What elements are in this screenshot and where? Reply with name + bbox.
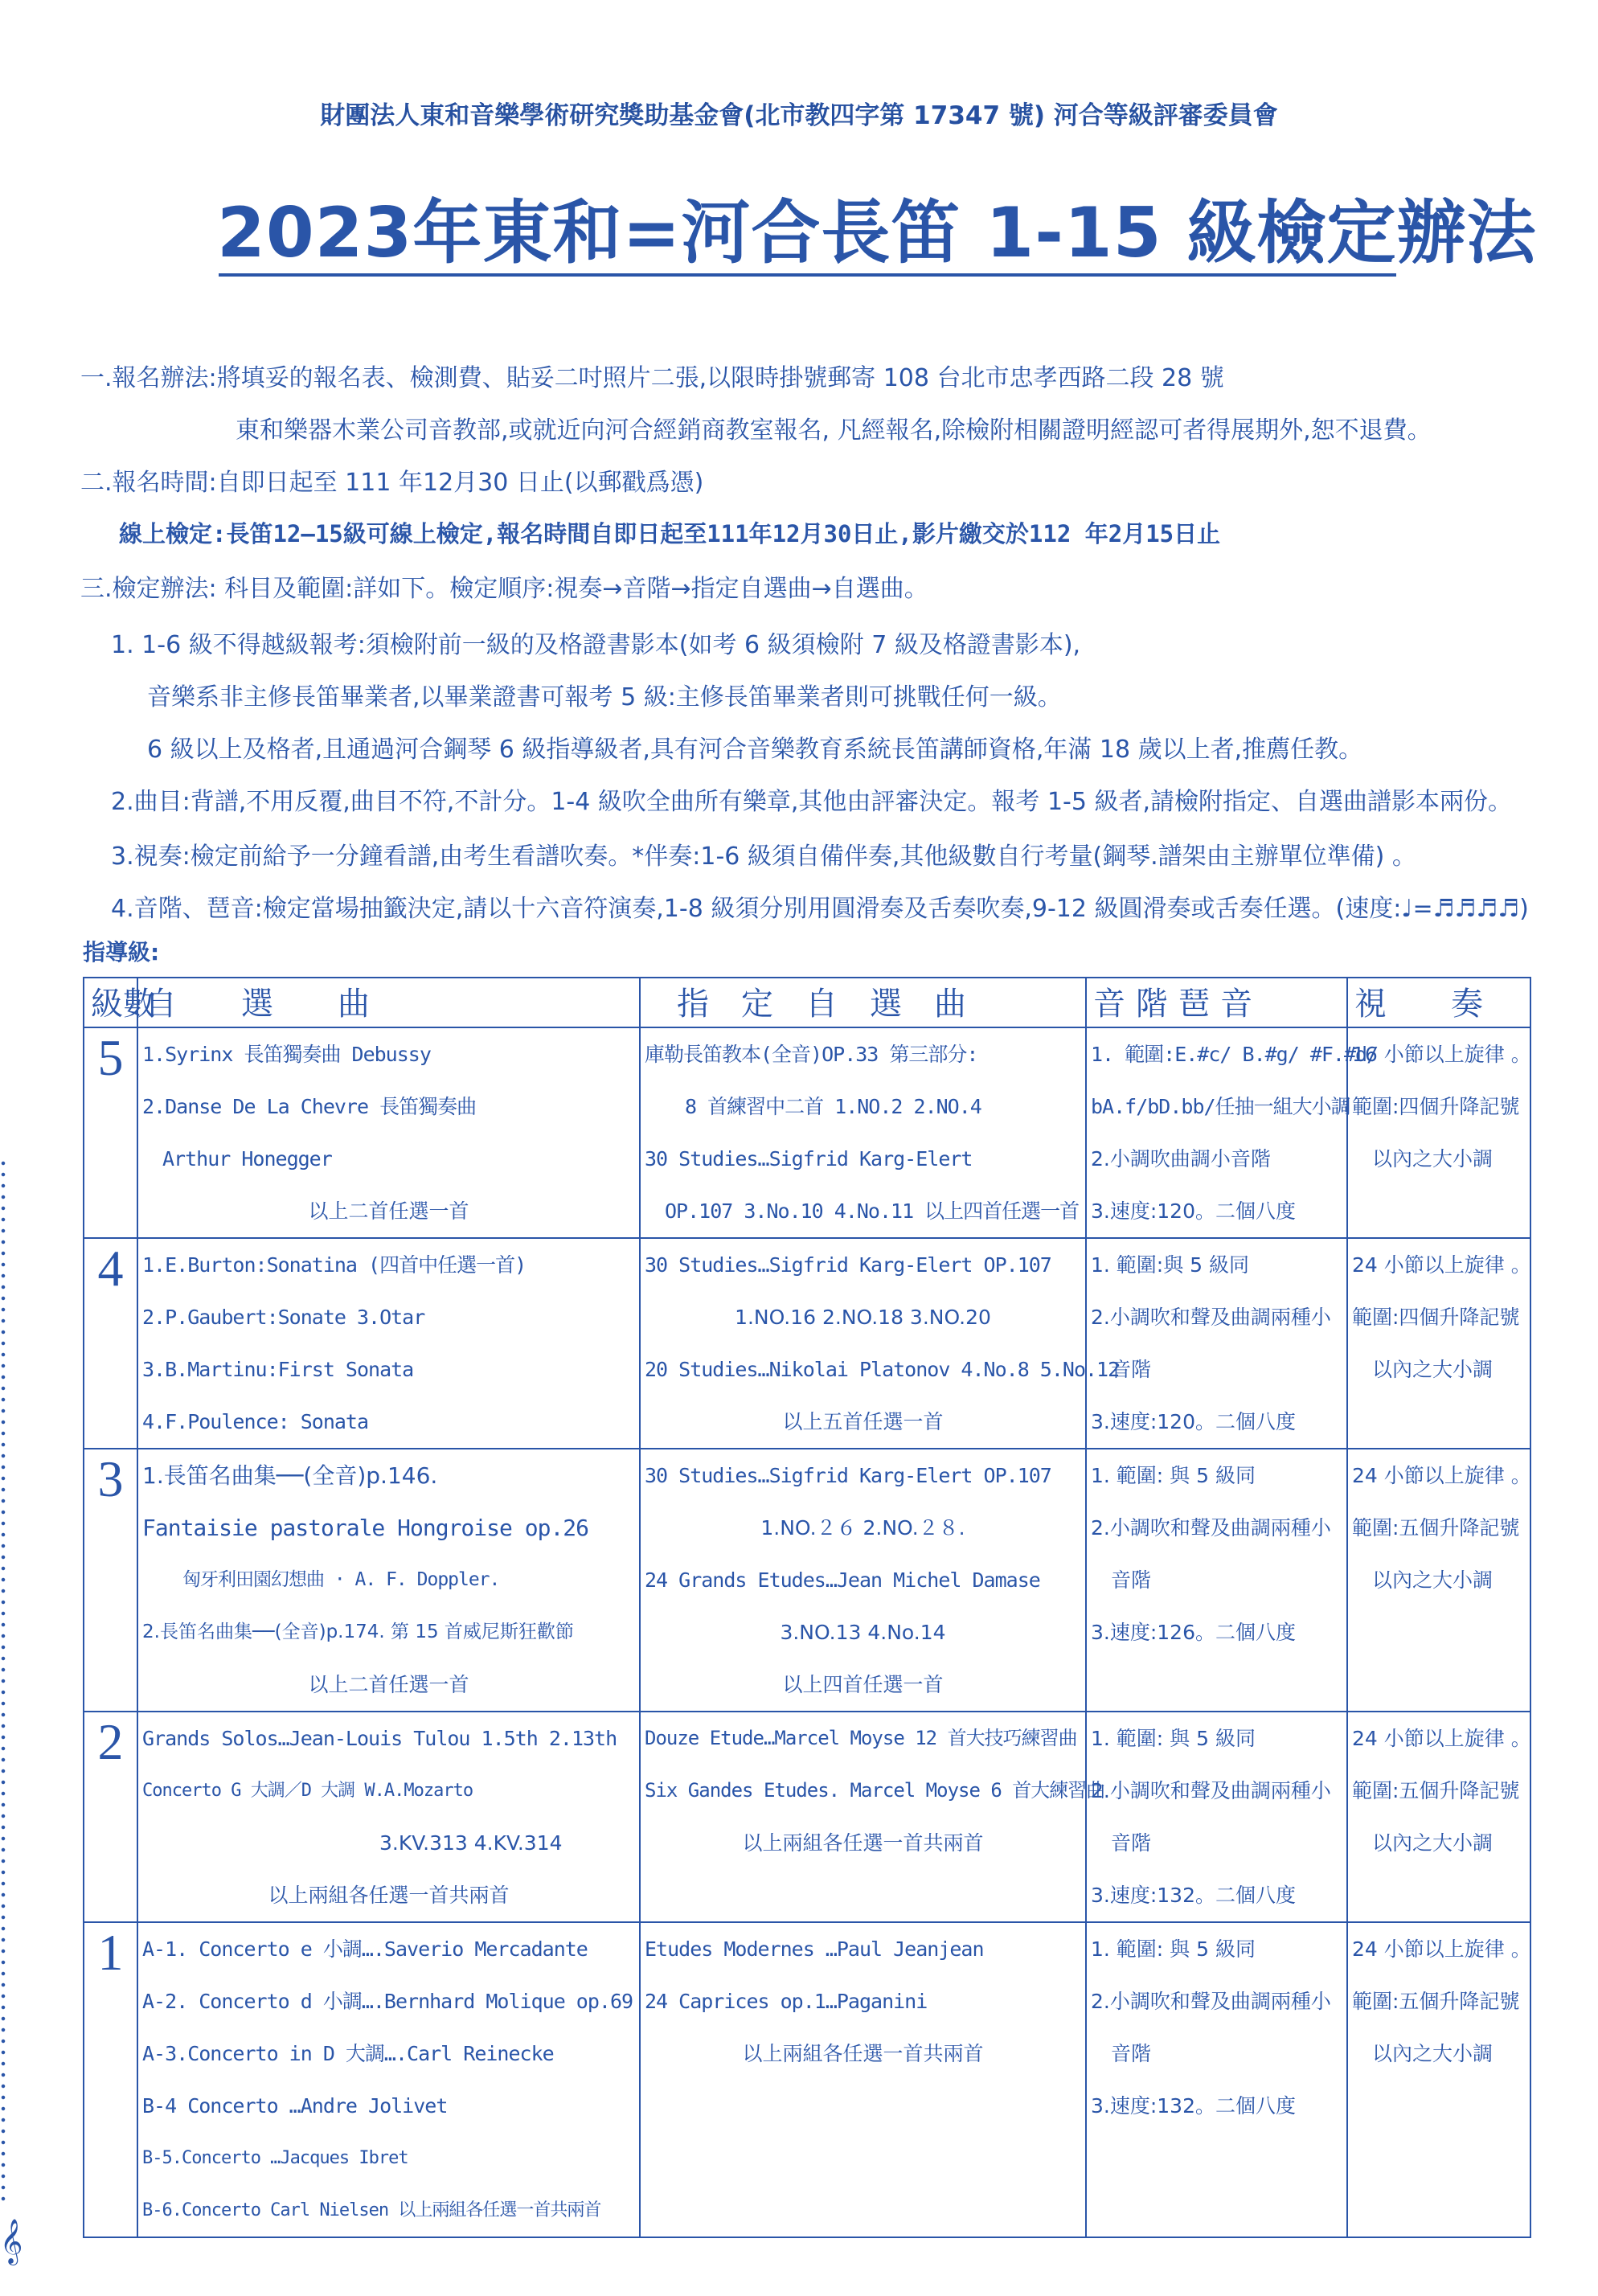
instructor-level-label: 指導級: bbox=[83, 939, 160, 966]
cell-line: 1.長笛名曲集──(全音)p.146. bbox=[142, 1462, 438, 1489]
header-free-choice: 自 選 曲 bbox=[137, 978, 640, 1027]
header-grade: 級數 bbox=[84, 978, 137, 1027]
cell-line: 16 小節以上旋律 。 bbox=[1352, 1043, 1531, 1066]
cell-line: 以內之大小調 bbox=[1372, 1147, 1494, 1171]
cell-line: 30 Studies…Sigfrid Karg-Elert bbox=[645, 1147, 973, 1171]
cell-line: 2.小調吹和聲及曲調兩種小 bbox=[1091, 1306, 1331, 1329]
cell-line: 24 小節以上旋律 。 bbox=[1352, 1253, 1531, 1277]
assigned-choice-cell bbox=[640, 1922, 1086, 2237]
sight-reading-cell bbox=[1347, 1449, 1530, 1712]
cell-line: 2.小調吹和聲及曲調兩種小 bbox=[1091, 1516, 1331, 1540]
cell-line: A-3.Concerto in D 大調….Carl Reinecke bbox=[142, 2042, 554, 2065]
cell-line: 3.速度:120。二個八度 bbox=[1091, 1410, 1296, 1433]
cell-line: 以內之大小調 bbox=[1372, 1568, 1494, 1592]
cell-line: 30 Studies…Sigfrid Karg-Elert OP.107 bbox=[645, 1464, 1051, 1487]
binding-dots-decoration bbox=[0, 1158, 6, 2203]
header-scale-arpeggio: 音 階 琶 音 bbox=[1086, 978, 1347, 1027]
table-header-row bbox=[84, 978, 1530, 1027]
cell-line: Etudes Modernes …Paul Jeanjean bbox=[645, 1937, 984, 1961]
cell-line: Grands Solos…Jean-Louis Tulou 1.5th 2.13th bbox=[142, 1727, 617, 1750]
cell-line: A-1. Concerto e 小調….Saverio Mercadante bbox=[142, 1937, 588, 1961]
cell-line: 以上兩組各任選一首共兩首 bbox=[742, 1831, 984, 1855]
cell-line: 範圍:四個升降記號 bbox=[1352, 1095, 1520, 1118]
cell-line: 24 Caprices op.1…Paganini bbox=[645, 1990, 928, 2013]
rule-item-4: 4.音階、琶音:檢定當場抽籤決定,請以十六音符演奏,1-8 級須分別用圓滑奏及舌奏吹奏,9-12 級圓滑奏或舌奏任選。(速度:♩=♬♬♬♬) bbox=[111, 895, 1529, 923]
cell-line: 範圍:五個升降記號 bbox=[1352, 1779, 1520, 1802]
cell-line: 4.F.Poulence: Sonata bbox=[142, 1410, 369, 1433]
cell-line: 1.E.Burton:Sonatina (四首中任選一首) bbox=[142, 1253, 527, 1277]
scale-cell bbox=[1086, 1712, 1347, 1922]
cell-line: 3.速度:132。二個八度 bbox=[1091, 2094, 1296, 2118]
assigned-choice-cell bbox=[640, 1238, 1120, 1449]
cell-line: 3.速度:120。二個八度 bbox=[1091, 1199, 1296, 1223]
free-choice-cell bbox=[137, 1449, 640, 1712]
cell-line: 2.Danse De La Chevre 長笛獨奏曲 bbox=[142, 1095, 477, 1118]
scale-cell bbox=[1086, 1027, 1379, 1238]
organization-header: 財團法人東和音樂學術研究獎助基金會(北市教四字第 17347 號) 河合等級評審委員會 bbox=[320, 101, 1278, 130]
table-row bbox=[84, 1238, 1530, 1449]
sight-reading-cell bbox=[1347, 1238, 1530, 1449]
grade-number: 1 bbox=[84, 1922, 137, 2237]
sight-reading-cell bbox=[1347, 1027, 1530, 1238]
cell-line: 20 Studies…Nikolai Platonov 4.No.8 5.No.12 bbox=[645, 1358, 1120, 1381]
cell-line: 以上四首任選一首 bbox=[782, 1673, 944, 1696]
table-row bbox=[84, 1449, 1530, 1712]
title-underline bbox=[219, 273, 1396, 277]
table-row bbox=[84, 1712, 1530, 1922]
cell-line: A-2. Concerto d 小調….Bernhard Molique op.69 bbox=[142, 1990, 633, 2013]
free-choice-cell bbox=[137, 1922, 640, 2237]
cell-line: 音階 bbox=[1111, 1831, 1152, 1855]
cell-line: 以上二首任選一首 bbox=[308, 1673, 469, 1696]
free-choice-cell bbox=[137, 1238, 640, 1449]
sight-reading-cell bbox=[1347, 1712, 1530, 1922]
cell-line: 24 小節以上旋律 。 bbox=[1352, 1464, 1531, 1487]
grade-number: 3 bbox=[84, 1449, 137, 1712]
grade-number: 2 bbox=[84, 1712, 137, 1922]
cell-line: 1.NO.２６ 2.NO.２８. bbox=[760, 1516, 965, 1540]
cell-line: Fantaisie pastorale Hongroise op.26 bbox=[142, 1515, 589, 1541]
scale-cell bbox=[1086, 1238, 1347, 1449]
rule-item-1-cont-a: 音樂系非主修長笛畢業者,以畢業證書可報考 5 級:主修長笛畢業者則可挑戰任何一級。 bbox=[147, 683, 1062, 711]
cell-line: 3.NO.13 4.No.14 bbox=[780, 1621, 946, 1644]
cell-line: 2.小調吹和聲及曲調兩種小 bbox=[1091, 1990, 1331, 2013]
cell-line: 以內之大小調 bbox=[1372, 2042, 1494, 2065]
cell-line: B-6.Concerto Carl Nielsen 以上兩組各任選一首共兩首 bbox=[142, 2200, 601, 2220]
cell-line: 以上二首任選一首 bbox=[308, 1199, 469, 1223]
cell-line: bA.f/bD.bb/任抽一組大小調 bbox=[1091, 1095, 1350, 1118]
cell-line: 庫勒長笛教本(全音)OP.33 第三部分: bbox=[645, 1043, 978, 1066]
rule-registration-cont: 東和樂器木業公司音教部,或就近向河合經銷商教室報名, 凡經報名,除檢附相關證明經認可者得展期外,恕不退費。 bbox=[236, 416, 1432, 445]
table-row bbox=[84, 1922, 1530, 2237]
grade-number: 5 bbox=[84, 1027, 137, 1238]
rule-exam-method: 三.檢定辦法: 科目及範圍:詳如下。檢定順序:視奏→音階→指定自選曲→自選曲。 bbox=[80, 575, 928, 603]
rule-item-1: 1. 1-6 級不得越級報考:須檢附前一級的及格證書影本(如考 6 級須檢附 7 級及格證書影本), bbox=[111, 631, 1081, 659]
cell-line: 3.KV.313 4.KV.314 bbox=[379, 1831, 563, 1855]
cell-line: 2.小調吹曲調小音階 bbox=[1091, 1147, 1271, 1171]
cell-line: OP.107 3.No.10 4.No.11 以上四首任選一首 bbox=[665, 1199, 1080, 1223]
cell-line: 3.速度:132。二個八度 bbox=[1091, 1884, 1296, 1907]
cell-line: 3.B.Martinu:First Sonata bbox=[142, 1358, 414, 1381]
cell-line: 1. 範圍: 與 5 級同 bbox=[1091, 1464, 1256, 1487]
rule-item-1-cont-b: 6 級以上及格者,且通過河合鋼琴 6 級指導級者,具有河合音樂教育系統長笛講師資格,年滿 18 歲以上者,推薦任教。 bbox=[147, 736, 1363, 764]
cell-line: 音階 bbox=[1111, 2042, 1152, 2065]
cell-line: 24 Grands Etudes…Jean Michel Damase bbox=[645, 1568, 1040, 1592]
rule-registration: 一.報名辦法:將填妥的報名表、檢測費、貼妥二吋照片二張,以限時掛號郵寄 108 台北市忠孝西路二段 28 號 bbox=[80, 364, 1224, 392]
cell-line: 1. 範圍: 與 5 級同 bbox=[1091, 1937, 1256, 1961]
cell-line: 3.速度:126。二個八度 bbox=[1091, 1621, 1296, 1644]
treble-clef-icon: 𝄞 bbox=[0, 2219, 23, 2264]
table-row bbox=[84, 1027, 1530, 1238]
cell-line: 以內之大小調 bbox=[1372, 1358, 1494, 1381]
scale-cell bbox=[1086, 1922, 1347, 2237]
rule-registration-time: 二.報名時間:自即日起至 111 年12月30 日止(以郵戳爲憑) bbox=[80, 469, 704, 497]
cell-line: Six Gandes Etudes. Marcel Moyse 6 首大練習曲 bbox=[645, 1779, 1105, 1802]
rule-item-2: 2.曲目:背譜,不用反覆,曲目不符,不計分。1-4 級吹全曲所有樂章,其他由評審決定。報考 1-5 級者,請檢附指定、自選曲譜影本兩份。 bbox=[111, 788, 1513, 816]
grade-table bbox=[83, 977, 1531, 2238]
rule-online-exam: 線上檢定:長笛12—15級可線上檢定,報名時間自即日起至111年12月30日止,影片繳交於112 年2月15日止 bbox=[119, 520, 1221, 547]
cell-line: Arthur Honegger bbox=[162, 1147, 332, 1171]
cell-line: 以上兩組各任選一首共兩首 bbox=[268, 1884, 510, 1907]
header-assigned-choice: 指 定 自 選 曲 bbox=[640, 978, 1086, 1027]
cell-line: 以上五首任選一首 bbox=[782, 1410, 944, 1433]
cell-line: 以內之大小調 bbox=[1372, 1831, 1494, 1855]
cell-line: 2.長笛名曲集──(全音)p.174. 第 15 首威尼斯狂歡節 bbox=[142, 1622, 574, 1642]
cell-line: Concerto G 大調／D 大調 W.A.Mozarto bbox=[142, 1781, 473, 1801]
cell-line: 2.小調吹和聲及曲調兩種小 bbox=[1091, 1779, 1331, 1802]
cell-line: 1.Syrinx 長笛獨奏曲 Debussy bbox=[142, 1043, 431, 1066]
page-title: 2023年東和=河合長笛 1-15 級檢定辦法 bbox=[217, 193, 1537, 273]
cell-line: 2.P.Gaubert:Sonate 3.Otar bbox=[142, 1306, 425, 1329]
cell-line: 1. 範圍:E.#c/ B.#g/ #F.#d/ bbox=[1091, 1043, 1379, 1066]
cell-line: 8 首練習中二首 1.NO.2 2.NO.4 bbox=[685, 1095, 981, 1118]
grade-number: 4 bbox=[84, 1238, 137, 1449]
cell-line: 音階 bbox=[1111, 1358, 1152, 1381]
cell-line: 以上兩組各任選一首共兩首 bbox=[742, 2042, 984, 2065]
cell-line: 範圍:四個升降記號 bbox=[1352, 1306, 1520, 1329]
cell-line: 1. 範圍:與 5 級同 bbox=[1091, 1253, 1250, 1277]
cell-line: Douze Etude…Marcel Moyse 12 首大技巧練習曲 bbox=[645, 1727, 1077, 1749]
cell-line: 30 Studies…Sigfrid Karg-Elert OP.107 bbox=[645, 1253, 1051, 1277]
cell-line: 範圍:五個升降記號 bbox=[1352, 1516, 1520, 1540]
free-choice-cell bbox=[137, 1712, 640, 1922]
scale-cell bbox=[1086, 1449, 1347, 1712]
cell-line: B-5.Concerto …Jacques Ibret bbox=[142, 2148, 408, 2168]
cell-line: 24 小節以上旋律 。 bbox=[1352, 1727, 1531, 1750]
cell-line: 1.NO.16 2.NO.18 3.NO.20 bbox=[735, 1306, 991, 1329]
cell-line: 24 小節以上旋律 。 bbox=[1352, 1937, 1531, 1961]
assigned-choice-cell bbox=[640, 1027, 1086, 1238]
cell-line: B-4 Concerto …Andre Jolivet bbox=[142, 2094, 448, 2118]
free-choice-cell bbox=[137, 1027, 640, 1238]
cell-line: 音階 bbox=[1111, 1568, 1152, 1592]
assigned-choice-cell bbox=[640, 1712, 1105, 1922]
assigned-choice-cell bbox=[640, 1449, 1086, 1712]
cell-line: 範圍:五個升降記號 bbox=[1352, 1990, 1520, 2013]
cell-line: 1. 範圍: 與 5 級同 bbox=[1091, 1727, 1256, 1750]
rule-item-3: 3.視奏:檢定前給予一分鐘看譜,由考生看譜吹奏。*伴奏:1-6 級須自備伴奏,其他級數自行考量(鋼琴.譜架由主辦單位準備) 。 bbox=[111, 843, 1416, 871]
header-sight-reading: 視 奏 bbox=[1347, 978, 1530, 1027]
sight-reading-cell bbox=[1347, 1922, 1530, 2237]
cell-line: 匈牙利田園幻想曲 · A. F. Doppler. bbox=[182, 1569, 500, 1590]
